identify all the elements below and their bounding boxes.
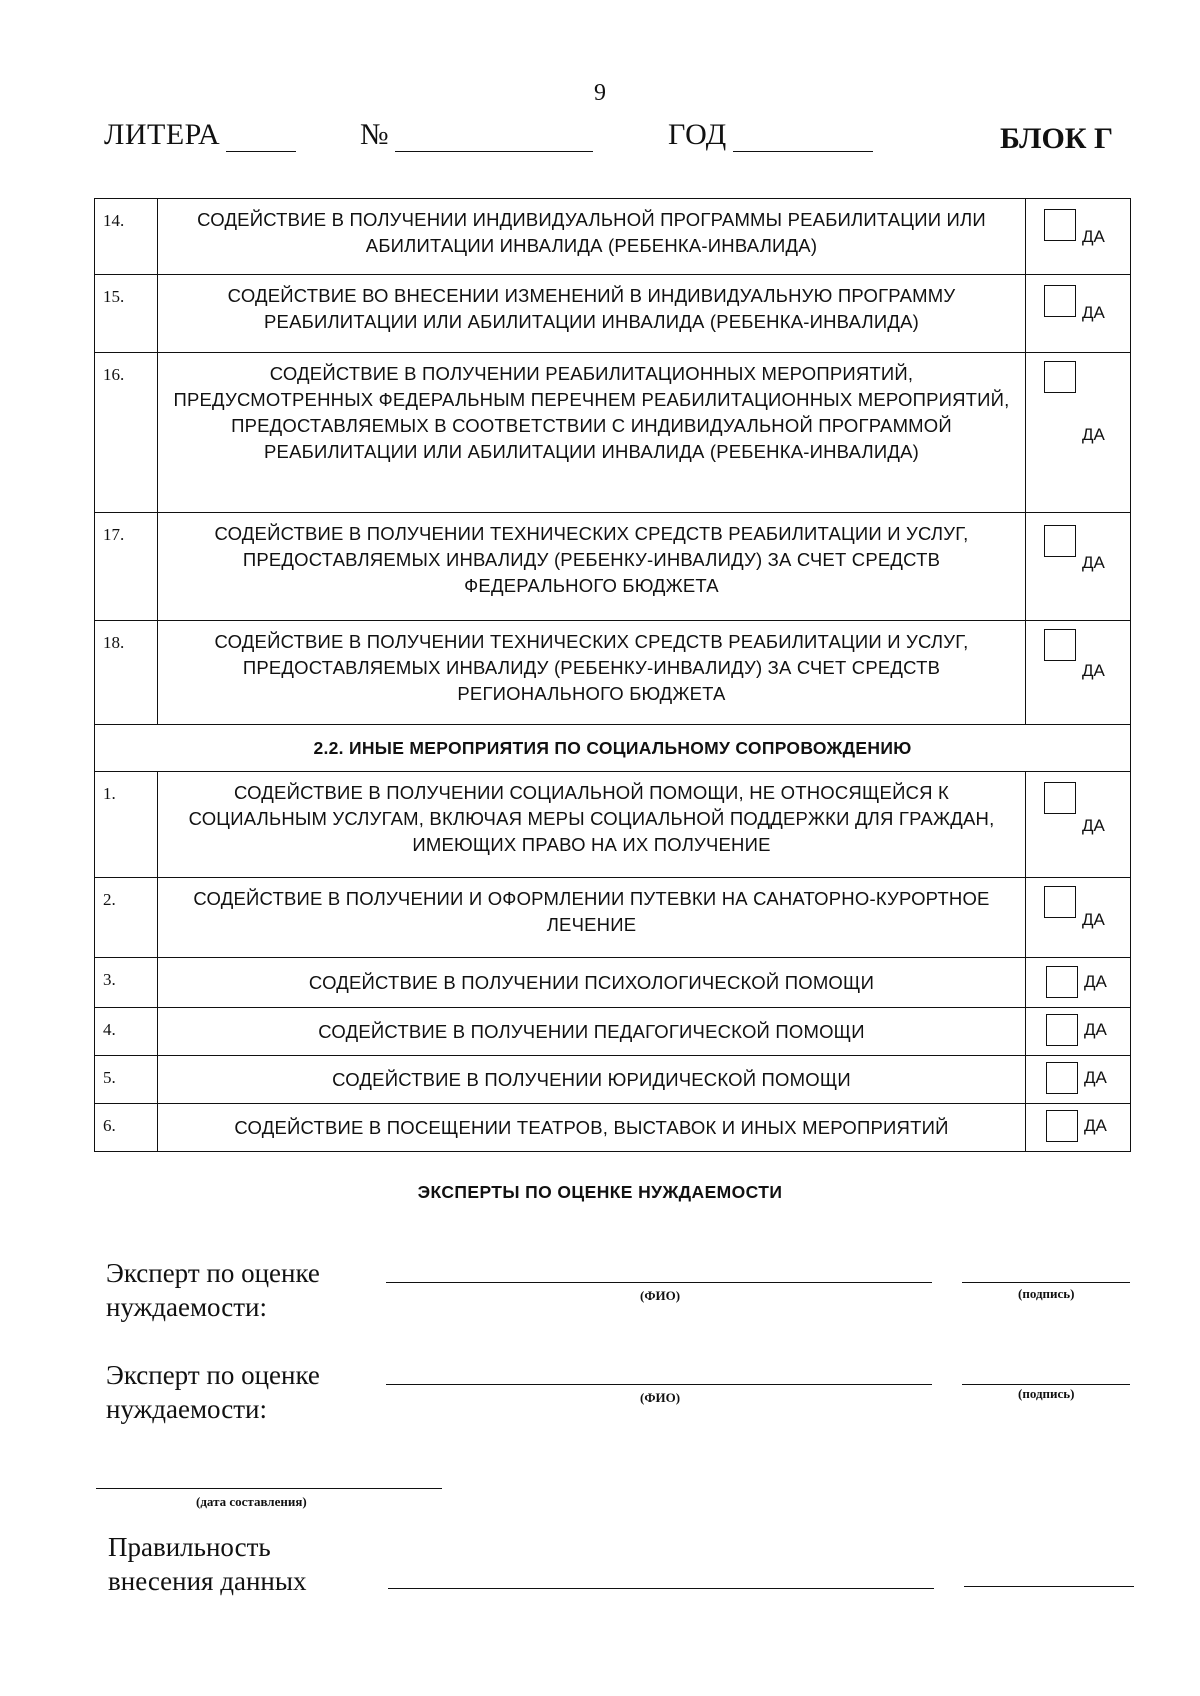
row-number: 18.	[95, 621, 158, 725]
table-row	[95, 353, 1131, 513]
yes-label: ДА	[1082, 910, 1105, 929]
yes-checkbox[interactable]	[1044, 361, 1076, 393]
yes-checkbox[interactable]	[1044, 886, 1076, 918]
yes-cell	[1026, 772, 1131, 878]
row-number: 4.	[95, 1008, 158, 1056]
measures-table	[94, 198, 1131, 1152]
correctness-signature-line[interactable]	[964, 1586, 1134, 1587]
correctness-label	[108, 1530, 306, 1598]
row-text: СОДЕЙСТВИЕ ВО ВНЕСЕНИИ ИЗМЕНЕНИЙ В ИНДИВИДУАЛЬНУЮ ПРОГРАММУ РЕАБИЛИТАЦИИ ИЛИ АБИЛИТАЦИИ ИНВАЛИДА (РЕБЕНКА-ИНВАЛИДА)	[158, 275, 1026, 353]
row-text: СОДЕЙСТВИЕ В ПОЛУЧЕНИИ ПСИХОЛОГИЧЕСКОЙ ПОМОЩИ	[158, 958, 1026, 1008]
yes-label: ДА	[1082, 553, 1105, 572]
block-label: БЛОК Г	[1000, 122, 1114, 155]
yes-checkbox[interactable]	[1046, 1110, 1078, 1142]
year-label: ГОД	[668, 118, 727, 151]
expert-1-signature-line[interactable]	[962, 1282, 1130, 1283]
yes-cell	[1026, 275, 1131, 353]
table-row	[95, 621, 1131, 725]
expert-label-line2: нуждаемости:	[106, 1394, 267, 1424]
fio-caption: (ФИО)	[640, 1288, 681, 1303]
fio-caption: (ФИО)	[640, 1390, 681, 1405]
rehab-rows	[95, 199, 1131, 725]
yes-label: ДА	[1082, 303, 1105, 322]
row-text: СОДЕЙСТВИЕ В ПОЛУЧЕНИИ ИНДИВИДУАЛЬНОЙ ПРОГРАММЫ РЕАБИЛИТАЦИИ ИЛИ АБИЛИТАЦИИ ИНВАЛИДА (РЕБЕНКА-ИНВАЛИДА)	[158, 199, 1026, 275]
table-row	[95, 513, 1131, 621]
expert-label-line1: Эксперт по оценке	[106, 1360, 320, 1390]
yes-checkbox[interactable]	[1044, 525, 1076, 557]
number-field	[360, 118, 593, 152]
section-header	[95, 725, 1131, 772]
yes-label: ДА	[1082, 227, 1105, 246]
row-number: 17.	[95, 513, 158, 621]
section-row	[95, 725, 1131, 772]
row-number: 6.	[95, 1104, 158, 1152]
correctness-fio-line[interactable]	[388, 1588, 934, 1589]
yes-checkbox[interactable]	[1046, 966, 1078, 998]
row-number: 14.	[95, 199, 158, 275]
expert-2-signature-line[interactable]	[962, 1384, 1130, 1385]
yes-label: ДА	[1082, 816, 1105, 835]
row-text: СОДЕЙСТВИЕ В ПОЛУЧЕНИИ ПЕДАГОГИЧЕСКОЙ ПОМОЩИ	[158, 1008, 1026, 1056]
row-text: СОДЕЙСТВИЕ В ПОЛУЧЕНИИ И ОФОРМЛЕНИИ ПУТЕВКИ НА САНАТОРНО-КУРОРТНОЕ ЛЕЧЕНИЕ	[158, 878, 1026, 958]
yes-checkbox[interactable]	[1046, 1014, 1078, 1046]
table-row	[95, 1008, 1131, 1056]
expert-label-line2: нуждаемости:	[106, 1292, 267, 1322]
yes-label: ДА	[1084, 1116, 1107, 1135]
signature-caption: (подпись)	[1018, 1386, 1075, 1401]
expert-1-label	[106, 1256, 320, 1324]
yes-cell	[1026, 1104, 1131, 1152]
correctness-line2: внесения данных	[108, 1566, 307, 1596]
litera-field	[104, 118, 296, 152]
yes-checkbox[interactable]	[1044, 285, 1076, 317]
row-text: СОДЕЙСТВИЕ В ПОЛУЧЕНИИ ЮРИДИЧЕСКОЙ ПОМОЩИ	[158, 1056, 1026, 1104]
yes-checkbox[interactable]	[1044, 209, 1076, 241]
yes-cell	[1026, 1008, 1131, 1056]
table-row	[95, 275, 1131, 353]
yes-cell	[1026, 958, 1131, 1008]
yes-cell	[1026, 621, 1131, 725]
table-row	[95, 1104, 1131, 1152]
row-number: 2.	[95, 878, 158, 958]
yes-label: ДА	[1082, 661, 1105, 680]
signature-caption: (подпись)	[1018, 1286, 1075, 1301]
yes-label: ДА	[1084, 1068, 1107, 1087]
yes-cell	[1026, 878, 1131, 958]
row-text: СОДЕЙСТВИЕ В ПОЛУЧЕНИИ ТЕХНИЧЕСКИХ СРЕДСТВ РЕАБИЛИТАЦИИ И УСЛУГ, ПРЕДОСТАВЛЯЕМЫХ ИНВАЛИДУ (РЕБЕНКУ-ИНВАЛИДУ) ЗА СЧЕТ СРЕДСТВ ФЕДЕРАЛЬНОГО БЮДЖЕТА	[158, 513, 1026, 621]
row-number: 16.	[95, 353, 158, 513]
yes-checkbox[interactable]	[1044, 782, 1076, 814]
date-caption: (дата составления)	[196, 1494, 307, 1509]
yes-cell	[1026, 1056, 1131, 1104]
expert-label-line1: Эксперт по оценке	[106, 1258, 320, 1288]
yes-checkbox[interactable]	[1046, 1062, 1078, 1094]
correctness-line1: Правильность	[108, 1532, 271, 1562]
litera-input-line[interactable]	[226, 123, 296, 152]
expert-1-fio-line[interactable]	[386, 1282, 932, 1283]
row-text: СОДЕЙСТВИЕ В ПОЛУЧЕНИИ СОЦИАЛЬНОЙ ПОМОЩИ, НЕ ОТНОСЯЩЕЙСЯ К СОЦИАЛЬНЫМ УСЛУГАМ, ВКЛЮЧАЯ МЕРЫ СОЦИАЛЬНОЙ ПОДДЕРЖКИ ДЛЯ ГРАЖДАН, ИМЕЮЩИХ ПРАВО НА ИХ ПОЛУЧЕНИЕ	[158, 772, 1026, 878]
litera-label: ЛИТЕРА	[104, 118, 221, 151]
yes-cell	[1026, 513, 1131, 621]
year-input-line[interactable]	[733, 123, 873, 152]
row-number: 1.	[95, 772, 158, 878]
table-row	[95, 772, 1131, 878]
table-row	[95, 878, 1131, 958]
number-label: №	[360, 118, 390, 151]
row-number: 5.	[95, 1056, 158, 1104]
table-row	[95, 958, 1131, 1008]
date-line[interactable]	[96, 1488, 442, 1489]
expert-2-fio-line[interactable]	[386, 1384, 932, 1385]
expert-2-label	[106, 1358, 320, 1426]
section-title: 2.2. ИНЫЕ МЕРОПРИЯТИЯ ПО СОЦИАЛЬНОМУ СОПРОВОЖДЕНИЮ	[95, 725, 1131, 772]
page-number: 9	[594, 80, 606, 106]
year-field	[668, 118, 873, 152]
yes-checkbox[interactable]	[1044, 629, 1076, 661]
table-row	[95, 1056, 1131, 1104]
number-input-line[interactable]	[395, 123, 593, 152]
yes-cell	[1026, 199, 1131, 275]
row-text: СОДЕЙСТВИЕ В ПОЛУЧЕНИИ ТЕХНИЧЕСКИХ СРЕДСТВ РЕАБИЛИТАЦИИ И УСЛУГ, ПРЕДОСТАВЛЯЕМЫХ ИНВАЛИДУ (РЕБЕНКУ-ИНВАЛИДУ) ЗА СЧЕТ СРЕДСТВ РЕГИОНАЛЬНОГО БЮДЖЕТА	[158, 621, 1026, 725]
row-number: 3.	[95, 958, 158, 1008]
yes-label: ДА	[1082, 425, 1105, 444]
row-text: СОДЕЙСТВИЕ В ПОЛУЧЕНИИ РЕАБИЛИТАЦИОННЫХ МЕРОПРИЯТИЙ, ПРЕДУСМОТРЕННЫХ ФЕДЕРАЛЬНЫМ ПЕРЕЧНЕМ РЕАБИЛИТАЦИОННЫХ МЕРОПРИЯТИЙ, ПРЕДОСТАВЛЯЕМЫХ В СООТВЕТСТВИИ С ИНДИВИДУАЛЬНОЙ ПРОГРАММОЙ РЕАБИЛИТАЦИИ ИЛИ АБИЛИТАЦИИ ИНВАЛИДА (РЕБЕНКА-ИНВАЛИДА)	[158, 353, 1026, 513]
row-number: 15.	[95, 275, 158, 353]
row-text: СОДЕЙСТВИЕ В ПОСЕЩЕНИИ ТЕАТРОВ, ВЫСТАВОК И ИНЫХ МЕРОПРИЯТИЙ	[158, 1104, 1026, 1152]
table-row	[95, 199, 1131, 275]
yes-label: ДА	[1084, 972, 1107, 991]
yes-cell	[1026, 353, 1131, 513]
yes-label: ДА	[1084, 1020, 1107, 1039]
other-rows	[95, 772, 1131, 1152]
experts-title: ЭКСПЕРТЫ ПО ОЦЕНКЕ НУЖДАЕМОСТИ	[417, 1182, 783, 1202]
